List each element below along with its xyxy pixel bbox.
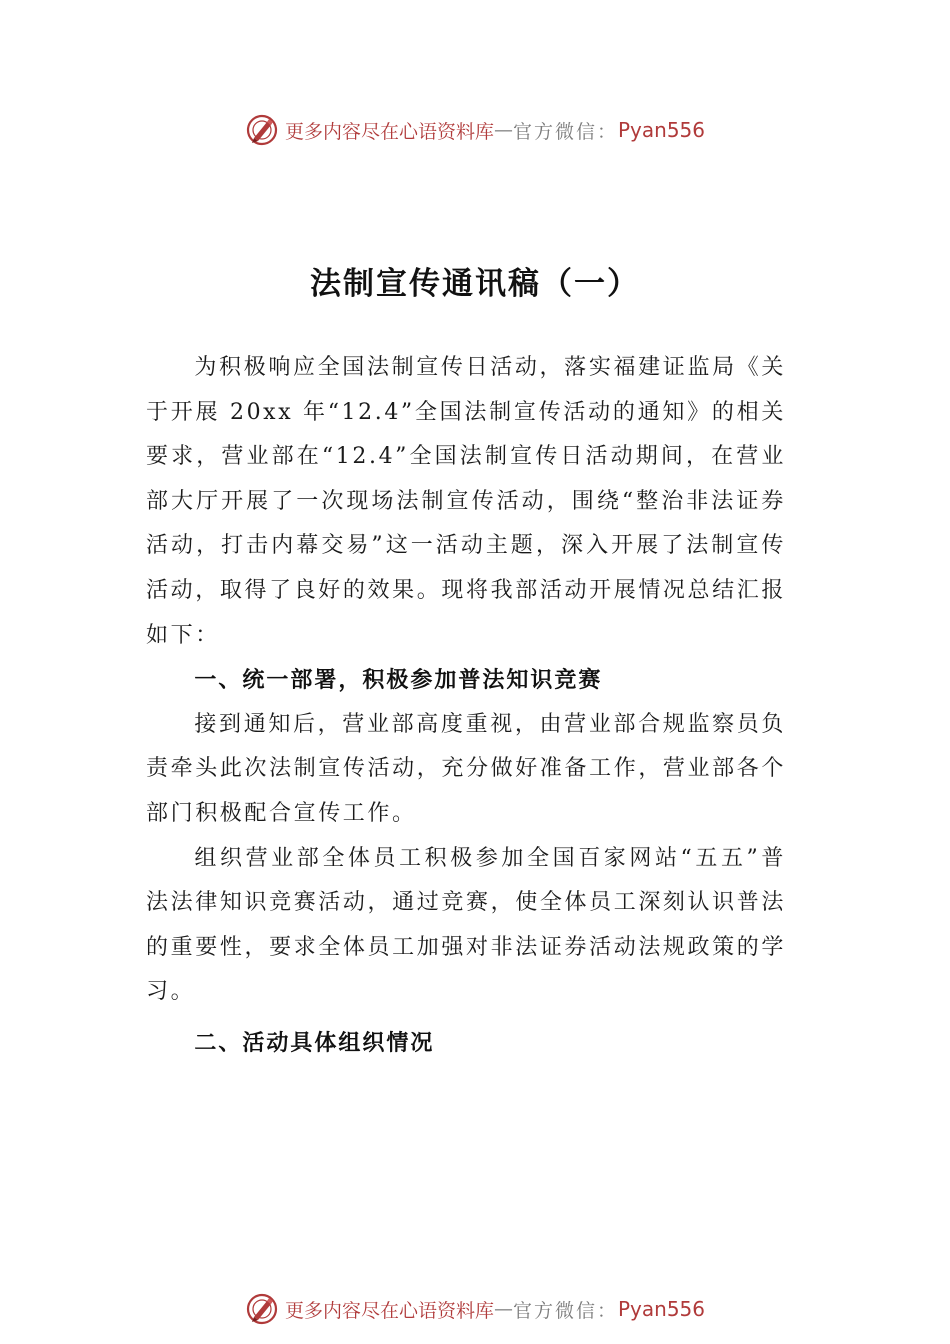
banner-main-text: 更多内容尽在心语资料库 [284,1299,494,1322]
section1-paragraph-2: 组织营业部全体员工积极参加全国百家网站“五五”普法法律知识竞赛活动，通过竞赛，使全体员工深刻认识普法的重要性，要求全体员工加强对非法证券活动法规政策的学习。 [146,845,786,1005]
section-heading-2: 二、活动具体组织情况 [194,1029,435,1056]
banner-wechat-id: Pyan556 [618,118,706,142]
intro-paragraph: 为积极响应全国法制宣传日活动，落实福建证监局《关于开展 20xx 年“12.4”全国法制宣传活动的通知》的相关要求，营业部在“12.4”全国法制宣传日活动期间，在营业部大厅开展了一次现场法制宣传活动，围绕“整治非法证券活动，打击内幕交易”这一活动主题，深入开展了法制宣传活动，取得了良好的效果。现将我部活动开展情况总结汇报如下： [146,355,786,648]
banner-dash: — [493,119,513,141]
header-watermark-banner [0,110,950,150]
pen-seal-logo-icon [245,113,279,147]
banner-wechat-label: 官方微信： [512,1299,618,1322]
document-body [146,346,786,1066]
banner-main-text: 更多内容尽在心语资料库 [284,120,494,143]
section1-paragraph-1: 接到通知后，营业部高度重视，由营业部合规监察员负责牵头此次法制宣传活动，充分做好准备工作，营业部各个部门积极配合宣传工作。 [146,711,786,826]
document-title: 法制宣传通讯稿（一） [310,266,640,302]
banner-wechat-label: 官方微信： [512,120,618,143]
banner-wechat-id: Pyan556 [618,1297,706,1321]
banner-dash: — [493,1298,513,1320]
section-heading-1: 一、统一部署，积极参加普法知识竞赛 [194,667,603,694]
footer-watermark-banner [0,1289,950,1329]
pen-seal-logo-icon [245,1292,279,1326]
